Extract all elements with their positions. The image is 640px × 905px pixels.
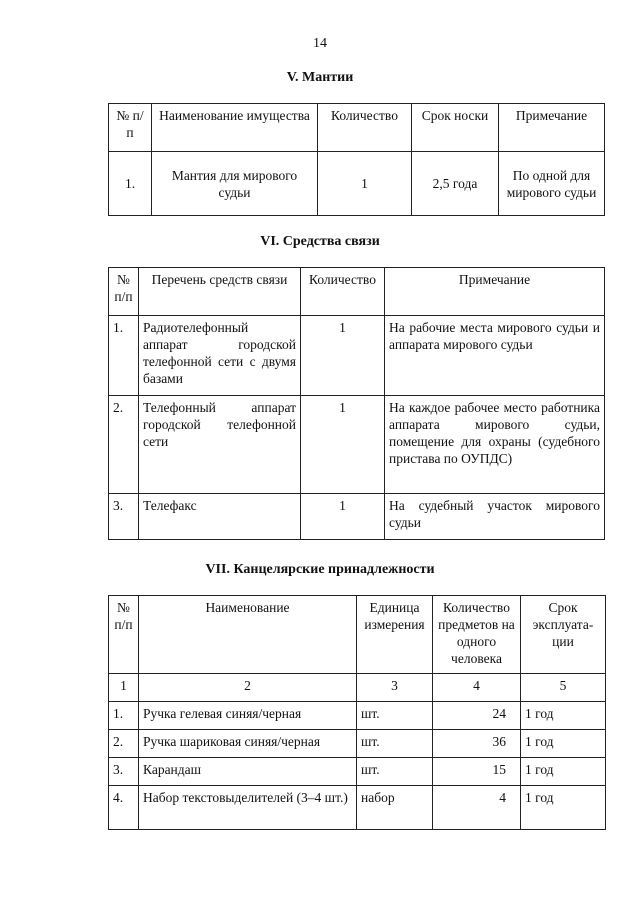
table-cell: На судебный участок мирового судьи <box>385 494 605 540</box>
table-cell: 1 <box>301 316 385 396</box>
table-cell: набор <box>357 786 433 830</box>
header-cell: № п/п <box>109 268 139 316</box>
header-cell: Перечень средств связи <box>139 268 301 316</box>
table-cell: Телефакс <box>139 494 301 540</box>
table-header-row <box>109 596 606 674</box>
table-cell: 1 <box>318 152 412 216</box>
header-cell: Наименование <box>139 596 357 674</box>
table-cell: 1. <box>109 316 139 396</box>
table-cell: Ручка гелевая синяя/черная <box>139 702 357 730</box>
table-cell: шт. <box>357 758 433 786</box>
section-6-title: VI. Средства связи <box>260 234 380 249</box>
column-number: 3 <box>357 674 433 702</box>
table-header-row <box>109 104 605 152</box>
table-row <box>109 730 606 758</box>
table-cell: 2,5 года <box>412 152 499 216</box>
column-number: 4 <box>433 674 521 702</box>
robes-table <box>108 103 605 216</box>
table-cell: На рабочие места мирового судьи и аппарата мирового судьи <box>385 316 605 396</box>
table-cell: 15 <box>433 758 521 786</box>
communication-table <box>108 267 605 540</box>
header-cell: № п/п <box>109 596 139 674</box>
table-row <box>109 494 605 540</box>
table-cell: 2. <box>109 396 139 494</box>
header-cell: Примечание <box>385 268 605 316</box>
stationery-table <box>108 595 606 830</box>
table-cell: По одной для мирового судьи <box>499 152 605 216</box>
table-cell: 2. <box>109 730 139 758</box>
table-cell: шт. <box>357 702 433 730</box>
table-row <box>109 758 606 786</box>
table-cell: На каждое рабочее место работника аппарата мирового судьи, помещение для охраны (судебного пристава по ОУПДС) <box>385 396 605 494</box>
table-row <box>109 702 606 730</box>
column-number: 2 <box>139 674 357 702</box>
column-numbering-row <box>109 674 606 702</box>
table-cell: Мантия для мирового судьи <box>152 152 318 216</box>
table-cell: Телефонный аппарат городской телефонной сети <box>139 396 301 494</box>
table-row <box>109 152 605 216</box>
header-cell: Наименование имущества <box>152 104 318 152</box>
header-cell: Количество предметов на одного человека <box>433 596 521 674</box>
column-number: 5 <box>521 674 606 702</box>
table-cell: шт. <box>357 730 433 758</box>
table-cell: 3. <box>109 758 139 786</box>
table-cell: 36 <box>433 730 521 758</box>
table-cell: 1. <box>109 152 152 216</box>
table-cell: Радиотелефонный аппарат городской телефонной сети с двумя базами <box>139 316 301 396</box>
table-cell: 1 <box>301 494 385 540</box>
table-cell: Ручка шариковая синяя/черная <box>139 730 357 758</box>
table-cell: 1 год <box>521 786 606 830</box>
table-cell: 1. <box>109 702 139 730</box>
table-row <box>109 786 606 830</box>
column-number: 1 <box>109 674 139 702</box>
table-cell: 1 <box>301 396 385 494</box>
table-cell: 4 <box>433 786 521 830</box>
section-5-title: V. Мантии <box>286 70 354 85</box>
table-row <box>109 396 605 494</box>
table-cell: 3. <box>109 494 139 540</box>
header-cell: Срок эксплуата-ции <box>521 596 606 674</box>
header-cell: Количество <box>301 268 385 316</box>
header-cell: Срок носки <box>412 104 499 152</box>
table-cell: 1 год <box>521 758 606 786</box>
table-cell: 1 год <box>521 702 606 730</box>
table-cell: Набор текстовыделителей (3–4 шт.) <box>139 786 357 830</box>
table-header-row <box>109 268 605 316</box>
section-7-title: VII. Канцелярские принадлежности <box>205 562 435 577</box>
page-number: 14 <box>313 36 327 51</box>
header-cell: Примечание <box>499 104 605 152</box>
table-cell: 4. <box>109 786 139 830</box>
header-cell: Количество <box>318 104 412 152</box>
table-row <box>109 316 605 396</box>
table-cell: Карандаш <box>139 758 357 786</box>
table-cell: 24 <box>433 702 521 730</box>
header-cell: Единица измерения <box>357 596 433 674</box>
table-cell: 1 год <box>521 730 606 758</box>
header-cell: № п/п <box>109 104 152 152</box>
